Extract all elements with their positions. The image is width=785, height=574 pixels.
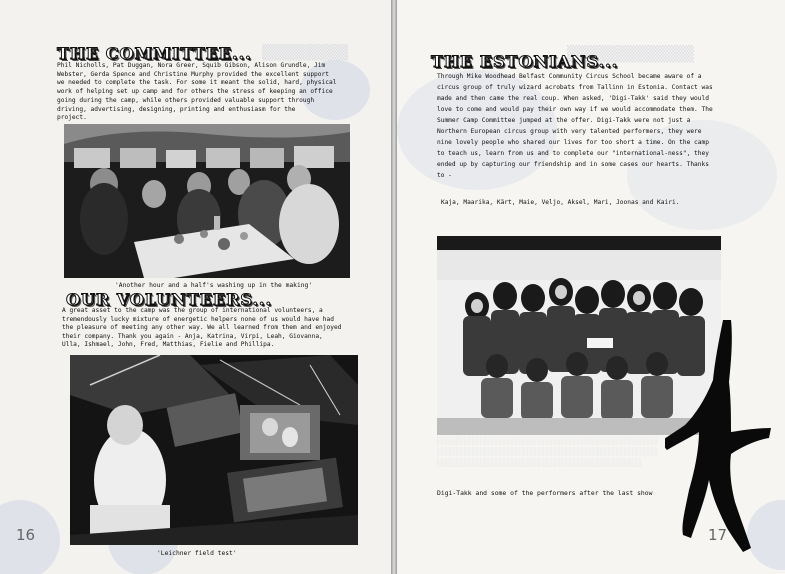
volunteers-photo-caption: 'Leichner field test' [157,550,237,557]
volunteers-text: A great asset to the camp was the group of international volunteers, a tremendously lucky mixture of energetic helpers none of us would have had the pleasure of meeting any other way. We all learned from them and enjoyed their company. Thank you again - Anja, Katrina, Virpi, Leah, Giovanna, Ulla, Ishmael, John, Fred, Matthias, Fielie and Phillipa. [62,307,342,349]
estonians-heading: THE ESTONIANS... [431,52,619,71]
page-number-right: 17 [708,526,728,544]
show-through-text: ░░░░░░░░░░░░░░░░░░░░░░░░░░░░░░░░░░░░░░ [437,458,642,467]
committee-photo [64,124,350,278]
volunteers-photo [70,355,358,545]
estonians-photo-caption: Digi-Takk and some of the performers after the last show [437,489,653,497]
show-through-text: ▒▒▒▒▒▒▒▒▒▒▒ [567,45,694,63]
acrobat-silhouette [665,320,785,560]
volunteers-heading: OUR VOLUNTEERS... [66,290,273,309]
show-through-text: ▒▒▒▒▒▒▒▒ [262,45,349,61]
committee-photo-caption: 'Another hour and a half's washing up in the making' [115,282,313,289]
estonians-names: Kajа, Maarika, Kärt, Maie, Veljo, Aksel, Mari, Joonas and Kairi. [441,199,680,206]
right-page [397,0,785,574]
left-page [0,0,391,574]
page-number-left: 16 [16,526,36,544]
committee-photo-image [64,124,350,278]
show-through-text: ░░░░░░░░░░░░░░░░░░░░░░░░░░░░░░░░░░░░░░░░░ [437,436,658,445]
show-through-text: ░░░░░░░░░░░░░░░░░░░░░░░░░░░░░░░░░░░░░░░░░ [437,447,658,456]
committee-heading: THE COMMITTEE... [57,44,252,63]
volunteers-photo-image [70,355,358,545]
estonians-text: Through Mike Woodhead Belfast Community Circus School became aware of a circus group of truly wizard acrobats from Tallinn in Estonia. Contact was made and then came the real coup. When asked, 'Digi-Takk' said they would love to come and would pay their own way if we would accommodate them. The Summer Camp Committee jumped at the offer. Digi-Takk were not just a Northern European circus group with very talented performers, they were nine lovely people who shared our lives for too short a time. On the camp to teach us, learn from us and to complete our "international-ness", they ended up by capturing our friendship and in some cases our hearts. Thanks to - [437,73,713,179]
committee-text: Phil Nicholls, Pat Duggan, Nora Greer, Squib Gibson, Alison Grundle, Jim Webster, Gerda Spence and Christine Murphy provided the excellent support we needed to complete the task. For some it meant the solid, hard, physical work of helping set up camp and for others the stress of keeping an office going during the camp, while others provided valuable support through driving, advertising, designing, printing and enthusiasm for the project. [57,62,337,122]
